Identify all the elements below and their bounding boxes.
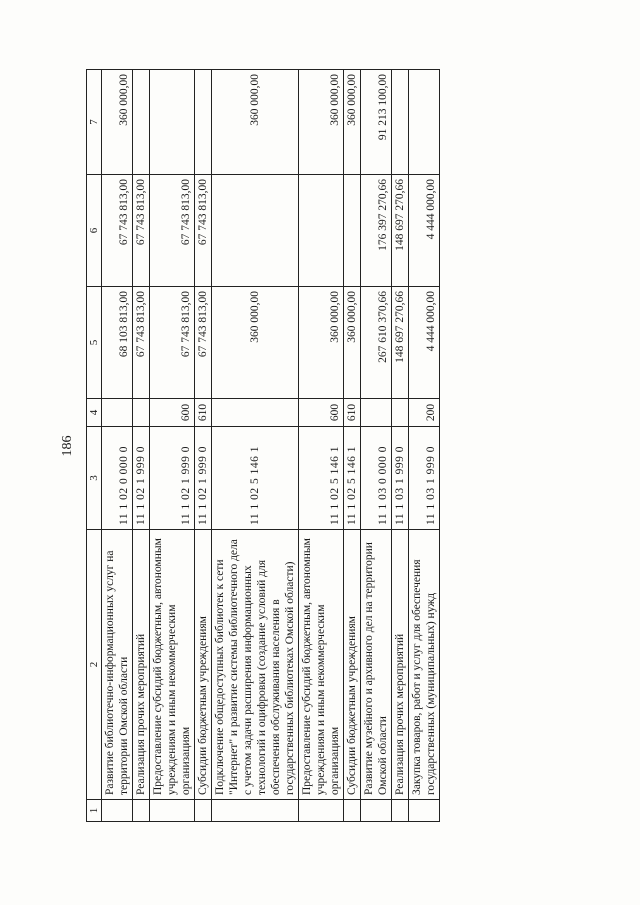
row-code: 11 1 03 1 999 0 — [409, 427, 440, 530]
row-value-5: 148 697 270,66 — [392, 287, 409, 399]
row-value-5: 67 743 813,00 — [133, 287, 150, 399]
row-value-6 — [212, 175, 299, 287]
table-row — [361, 70, 392, 822]
table-row — [212, 70, 299, 822]
row-value-5: 67 743 813,00 — [150, 287, 195, 399]
row-name: Реализация прочих мероприятий — [392, 530, 409, 800]
table-row — [102, 70, 133, 822]
row-value-7 — [133, 70, 150, 175]
header-col-3: 3 — [87, 427, 102, 530]
row-value-7 — [392, 70, 409, 175]
table-row — [195, 70, 212, 822]
row-index-cell — [212, 800, 299, 822]
row-name: Развитие библиотечно-информационных услуг на территории Омской области — [102, 530, 133, 800]
table-row — [409, 70, 440, 822]
row-value-6: 67 743 813,00 — [102, 175, 133, 287]
row-code: 11 1 02 0 000 0 — [102, 427, 133, 530]
row-value-6 — [299, 175, 344, 287]
row-name: Закупка товаров, работ и услуг для обеспечения государственных (муниципальных) нужд — [409, 530, 440, 800]
header-col-2: 2 — [87, 530, 102, 800]
row-value-7 — [409, 70, 440, 175]
header-col-1: 1 — [87, 800, 102, 822]
row-name: Субсидии бюджетным учреждениям — [195, 530, 212, 800]
row-value-7: 360 000,00 — [344, 70, 361, 175]
table-row — [150, 70, 195, 822]
row-value-6: 67 743 813,00 — [150, 175, 195, 287]
row-type — [212, 399, 299, 427]
row-type: 600 — [150, 399, 195, 427]
row-value-6: 4 444 000,00 — [409, 175, 440, 287]
row-type: 600 — [299, 399, 344, 427]
row-code: 11 1 02 5 146 1 — [344, 427, 361, 530]
row-type: 200 — [409, 399, 440, 427]
row-type — [361, 399, 392, 427]
row-index-cell — [361, 800, 392, 822]
row-value-5: 67 743 813,00 — [195, 287, 212, 399]
row-index-cell — [195, 800, 212, 822]
row-index-cell — [392, 800, 409, 822]
row-value-6: 67 743 813,00 — [133, 175, 150, 287]
row-value-5: 360 000,00 — [299, 287, 344, 399]
row-index-cell — [150, 800, 195, 822]
row-code: 11 1 03 1 999 0 — [392, 427, 409, 530]
row-value-7 — [150, 70, 195, 175]
row-value-5: 360 000,00 — [344, 287, 361, 399]
row-name: Предоставление субсидий бюджетным, автономным учреждениям и иным некоммерческим организациям — [299, 530, 344, 800]
row-index-cell — [133, 800, 150, 822]
row-value-7 — [195, 70, 212, 175]
header-col-5: 5 — [87, 287, 102, 399]
row-code: 11 1 02 1 999 0 — [150, 427, 195, 530]
header-col-6: 6 — [87, 175, 102, 287]
row-type: 610 — [344, 399, 361, 427]
row-index-cell — [409, 800, 440, 822]
row-value-6: 67 743 813,00 — [195, 175, 212, 287]
row-value-6 — [344, 175, 361, 287]
row-code: 11 1 02 5 146 1 — [212, 427, 299, 530]
row-value-6: 176 397 270,66 — [361, 175, 392, 287]
row-type — [392, 399, 409, 427]
row-value-5: 267 610 370,66 — [361, 287, 392, 399]
table-row — [133, 70, 150, 822]
row-name: Субсидии бюджетным учреждениям — [344, 530, 361, 800]
rotated-page — [60, 70, 520, 822]
row-code: 11 1 03 0 000 0 — [361, 427, 392, 530]
row-name: Предоставление субсидий бюджетным, автономным учреждениям и иным некоммерческим организациям — [150, 530, 195, 800]
row-type — [102, 399, 133, 427]
row-value-7: 360 000,00 — [299, 70, 344, 175]
row-code: 11 1 02 1 999 0 — [195, 427, 212, 530]
row-index-cell — [102, 800, 133, 822]
table-row — [344, 70, 361, 822]
row-name: Подключение общедоступных библиотек к сети "Интернет" и развитие системы библиотечного дела с учетом задачи расширения информационных технологий и оцифровки (создание условий для обеспечения обслуживания населения в государственных библиотеках Омской области) — [212, 530, 299, 800]
row-type — [133, 399, 150, 427]
row-value-7: 360 000,00 — [212, 70, 299, 175]
table-row — [299, 70, 344, 822]
page-number: 186 — [60, 435, 75, 457]
row-name: Реализация прочих мероприятий — [133, 530, 150, 800]
header-row — [87, 70, 102, 822]
row-code: 11 1 02 5 146 1 — [299, 427, 344, 530]
row-value-5: 4 444 000,00 — [409, 287, 440, 399]
budget-table — [86, 69, 440, 822]
row-value-5: 360 000,00 — [212, 287, 299, 399]
header-col-4: 4 — [87, 399, 102, 427]
row-index-cell — [344, 800, 361, 822]
row-value-6: 148 697 270,66 — [392, 175, 409, 287]
header-col-7: 7 — [87, 70, 102, 175]
row-index-cell — [299, 800, 344, 822]
row-value-7: 91 213 100,00 — [361, 70, 392, 175]
row-name: Развитие музейного и архивного дел на территории Омской области — [361, 530, 392, 800]
row-code: 11 1 02 1 999 0 — [133, 427, 150, 530]
row-type: 610 — [195, 399, 212, 427]
row-value-5: 68 103 813,00 — [102, 287, 133, 399]
row-value-7: 360 000,00 — [102, 70, 133, 175]
table-row — [392, 70, 409, 822]
